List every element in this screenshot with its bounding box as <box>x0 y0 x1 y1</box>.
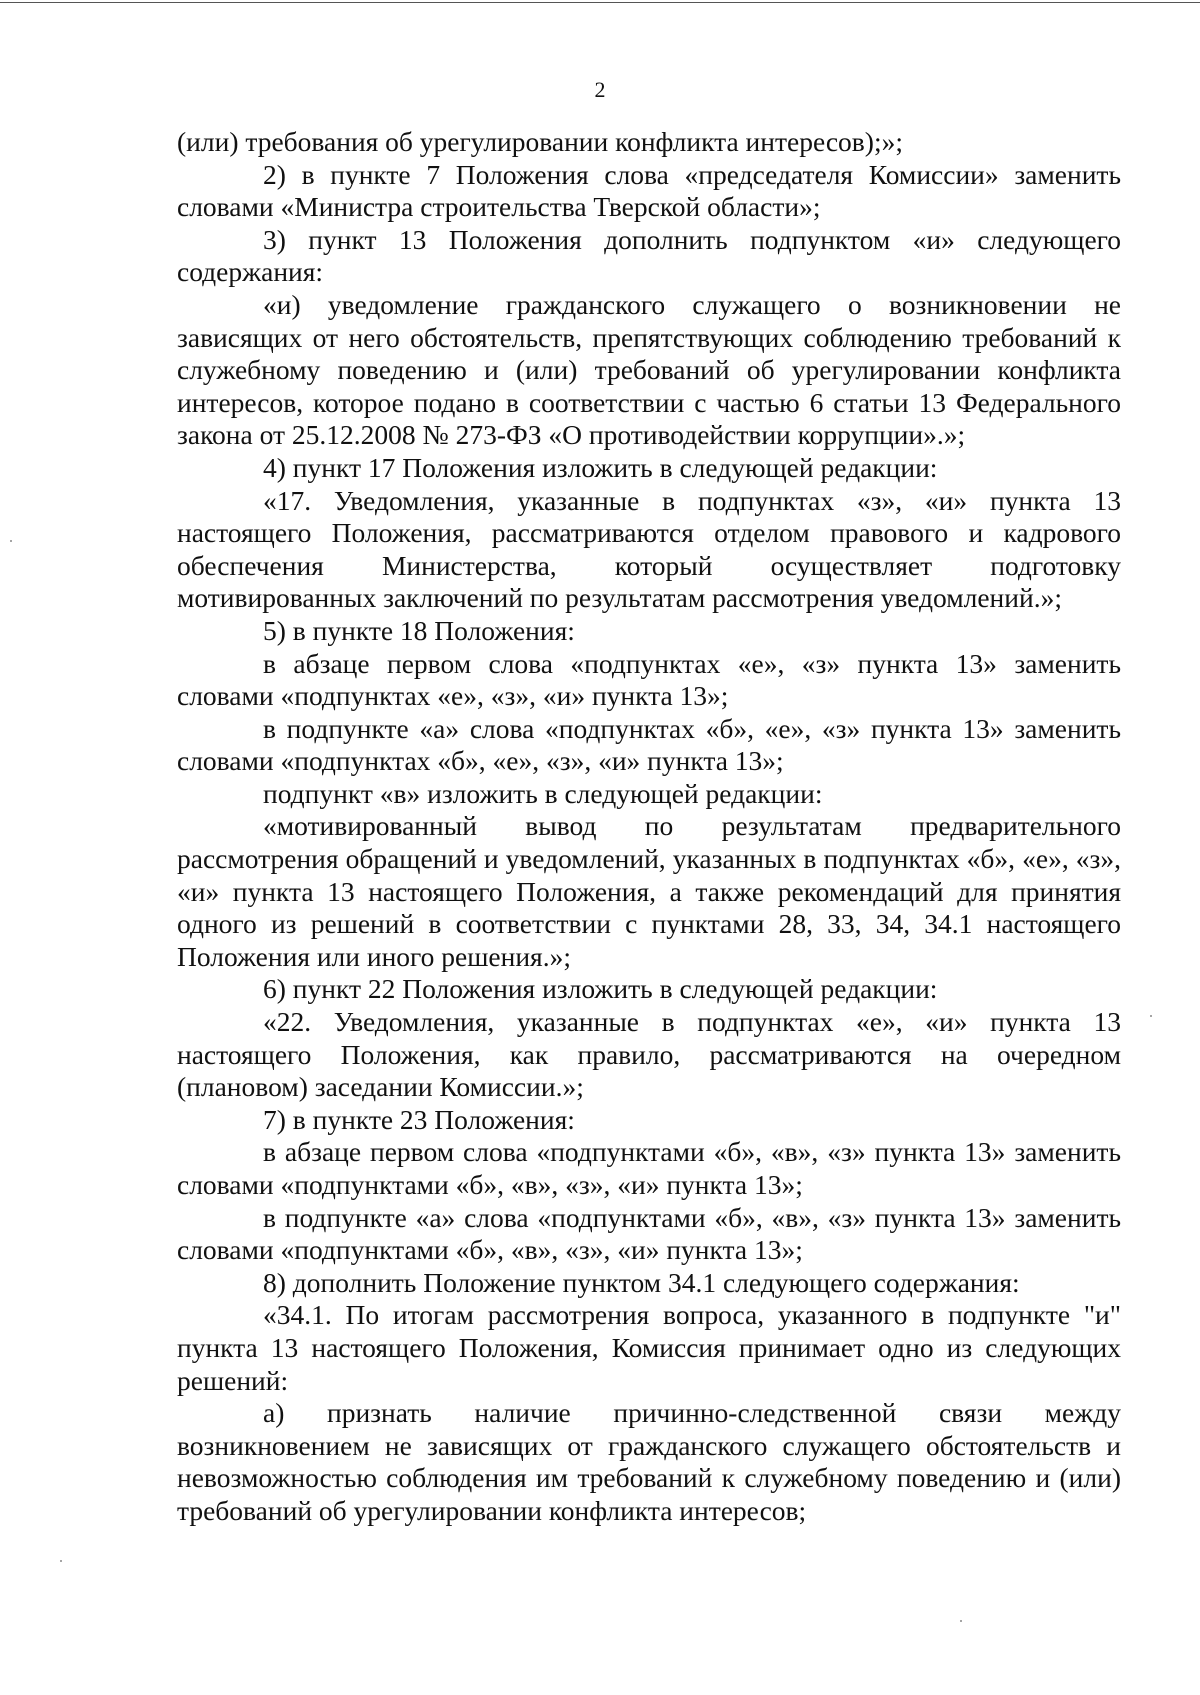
scan-speck <box>960 1620 962 1622</box>
paragraph-point-34-1: «34.1. По итогам рассмотрения вопроса, указанного в подпункте "и" пункта 13 настоящего Положения, Комиссия принимает одно из следующих решений: <box>177 1299 1121 1396</box>
paragraph-item-3: 3) пункт 13 Положения дополнить подпунктом «и» следующего содержания: <box>177 223 1121 288</box>
scan-speck <box>1150 1015 1152 1017</box>
paragraph-point-34-1-subitem-a: а) признать наличие причинно-следственной связи между возникновением не зависящих от гражданского служащего обстоятельств и невозможностью соблюдения им требований к служебному поведению и (или) требований об урегулировании конфликта интересов; <box>177 1397 1121 1526</box>
paragraph-item-2: 2) в пункте 7 Положения слова «председателя Комиссии» заменить словами «Министра строительства Тверской области»; <box>177 158 1121 223</box>
scan-speck <box>10 540 12 542</box>
paragraph-item-5-subitem-a: в подпункте «а» слова «подпунктах «б», «е», «з» пункта 13» заменить словами «подпунктах «б», «е», «з», «и» пункта 13»; <box>177 712 1121 777</box>
page-number: 2 <box>594 77 606 102</box>
paragraph-point-22: «22. Уведомления, указанные в подпунктах «е», «и» пункта 13 настоящего Положения, как правило, рассматриваются на очередном (плановом) заседании Комиссии.»; <box>177 1006 1121 1103</box>
paragraph-item-5-subitem-v-text: «мотивированный вывод по результатам предварительного рассмотрения обращений и уведомлений, указанных в подпунктах «б», «е», «з», «и» пункта 13 настоящего Положения, а также рекомендаций для принятия одного из решений в соответствии с пунктами 28, 33, 34, 34.1 настоящего Положения или иного решения.»; <box>177 810 1121 972</box>
paragraph-item-6: 6) пункт 22 Положения изложить в следующей редакции: <box>263 973 938 1005</box>
paragraph-item-7-subitem-a: в подпункте «а» слова «подпунктами «б», «в», «з» пункта 13» заменить словами «подпунктами «б», «в», «з», «и» пункта 13»; <box>177 1201 1121 1266</box>
paragraph-point-17: «17. Уведомления, указанные в подпунктах «з», «и» пункта 13 настоящего Положения, рассматриваются отделом правового и кадрового обеспечения Министерства, который осуществляет подготовку мотивированных заключений по результатам рассмотрения уведомлений.»; <box>177 484 1121 614</box>
paragraph-item-7-abzac-1: в абзаце первом слова «подпунктами «б», «в», «з» пункта 13» заменить словами «подпунктами «б», «в», «з», «и» пункта 13»; <box>177 1136 1121 1200</box>
paragraph-subitem-i: «и) уведомление гражданского служащего о возникновении не зависящих от него обстоятельств, препятствующих соблюдению требований к служебному поведению и (или) требований об урегулировании конфликта интересов, которое подано в соответствии с частью 6 статьи 13 Федерального закона от 25.12.2008 № 273-ФЗ «О противодействии коррупции».»; <box>177 288 1121 451</box>
document-body <box>177 126 1121 1528</box>
paragraph-item-5-abzac-1: в абзаце первом слова «подпунктах «е», «з» пункта 13» заменить словами «подпунктах «е», «з», «и» пункта 13»; <box>177 647 1121 712</box>
paragraph-item-4: 4) пункт 17 Положения изложить в следующей редакции: <box>263 451 938 483</box>
scan-edge-line <box>0 2 1200 3</box>
scan-speck <box>60 1560 62 1562</box>
paragraph-item-7: 7) в пункте 23 Положения: <box>263 1103 575 1135</box>
paragraph-continuation: (или) требования об урегулировании конфликта интересов);»; <box>177 126 903 157</box>
paragraph-item-5-subitem-v: подпункт «в» изложить в следующей редакции: <box>263 777 823 809</box>
paragraph-item-8: 8) дополнить Положение пунктом 34.1 следующего содержания: <box>263 1266 1020 1298</box>
paragraph-item-5: 5) в пункте 18 Положения: <box>263 614 575 646</box>
